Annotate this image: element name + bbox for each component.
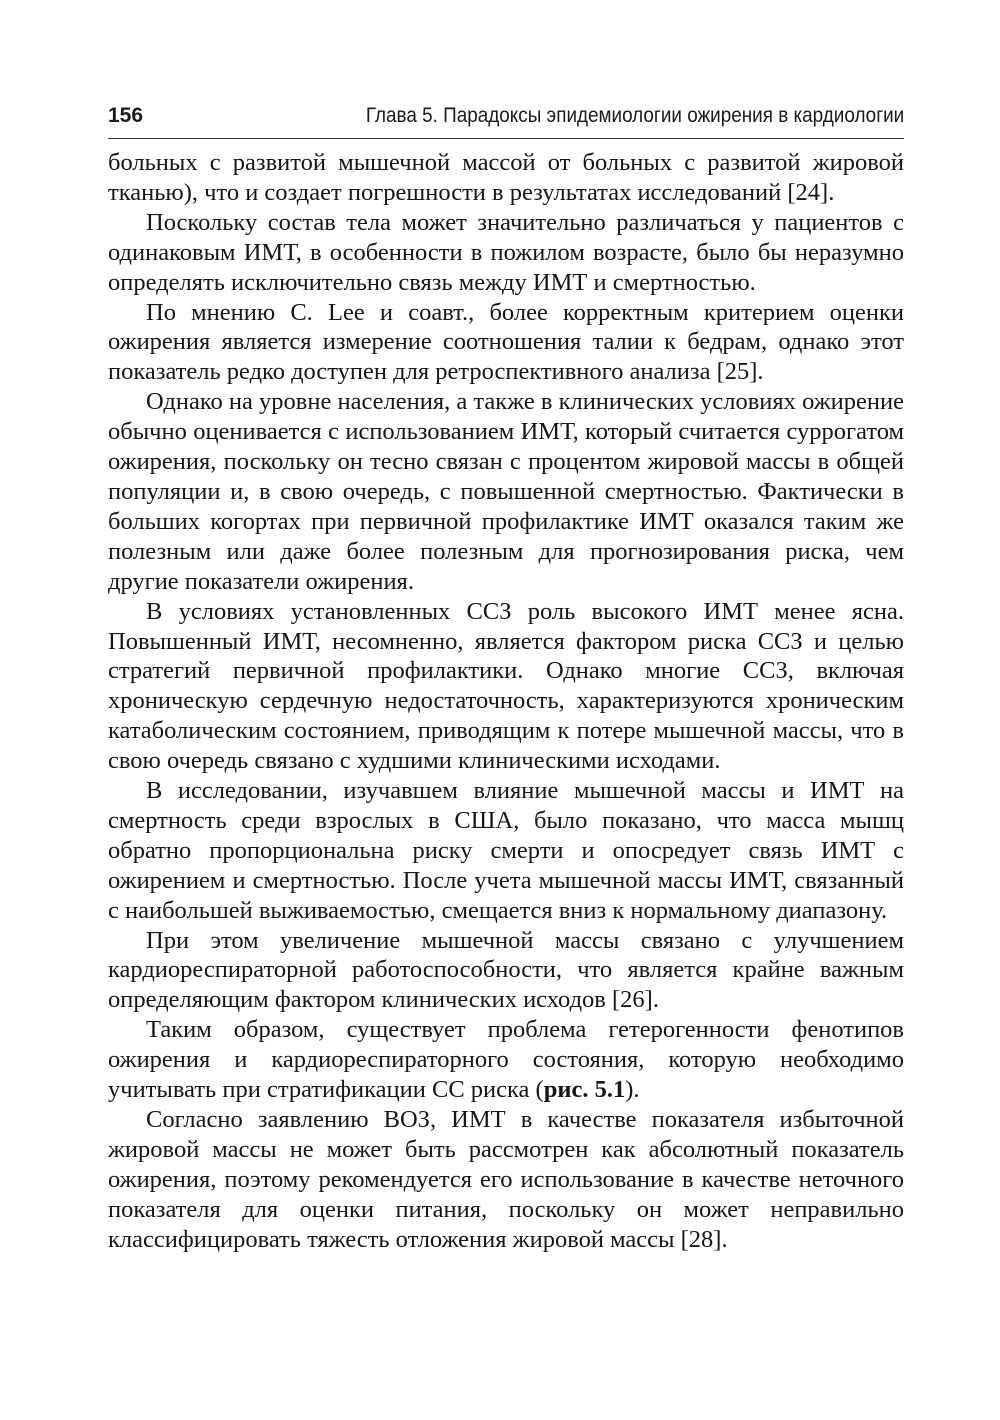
header-divider xyxy=(108,138,904,139)
paragraph-established-cvd: В условиях установленных ССЗ роль высокого ИМТ менее ясна. Повышенный ИМТ, несомненно, является фактором риска ССЗ и целью стратегий первичной профилактики. Однако многие ССЗ, включая хроническую сердечную недостаточность, характеризуются хроническим катаболическим состоянием, приводящим к потере мышечной массы, что в свою очередь связано с худшими клиническими исходами. xyxy=(108,597,904,775)
page-number: 156 xyxy=(108,104,144,127)
paragraph-muscle-mass-study: В исследовании, изучавшем влияние мышечной массы и ИМТ на смертность среди взрослых в США, было показано, что масса мышц обратно пропорциональна риску смерти и опосредует связь ИМТ с ожирением и смертностью. После учета мышечной массы ИМТ, связанный с наибольшей выживаемостью, смещается вниз к нормальному диапазону. xyxy=(108,777,904,924)
paragraph-waist-hip-ratio: По мнению C. Lee и соавт., более корректным критерием оценки ожирения является измерение соотношения талии к бедрам, однако этот показатель редко доступен для ретроспективного анализа [25]. xyxy=(108,298,904,386)
chapter-title: Глава 5. Парадоксы эпидемиологии ожирения в кардиологии xyxy=(365,104,904,127)
paragraph-continuation: больных с развитой мышечной массой от больных с развитой жировой тканью), что и создает погрешности в результатах исследований [24]. xyxy=(108,149,904,206)
paragraph-heterogeneity-text: Таким образом, существует проблема гетерогенности фенотипов ожирения и кардиореспираторного состояния, которую необходимо учитывать при стратификации СС риска ( xyxy=(108,1016,904,1104)
body-text xyxy=(108,148,904,1255)
paragraph-heterogeneity xyxy=(108,1015,904,1105)
paragraph-bmi-surrogate: Однако на уровне населения, а также в клинических условиях ожирение обычно оценивается с использованием ИМТ, который считается суррогатом ожирения, поскольку он тесно связан с процентом жировой массы в общей популяции и, в свою очередь, с повышенной смертностью. Фактически в больших когортах при первичной профилактике ИМТ оказался таким же полезным или даже более полезным для прогнозирования риска, чем другие показатели ожирения. xyxy=(108,388,904,595)
paragraph-who-statement: Согласно заявлению ВОЗ, ИМТ в качестве показателя избыточной жировой массы не может быть рассмотрен как абсолютный показатель ожирения, поэтому рекомендуется его использование в качестве неточного показателя для оценки питания, поскольку он может неправильно классифицировать тяжесть отложения жировой массы [28]. xyxy=(108,1106,904,1253)
paragraph-heterogeneity-end: ). xyxy=(625,1076,640,1104)
running-header xyxy=(108,100,904,132)
paragraph-cardiorespiratory: При этом увеличение мышечной массы связано с улучшением кардиореспираторной работоспособности, что является крайне важным определяющим фактором клинических исходов [26]. xyxy=(108,926,904,1014)
paragraph-body-composition: Поскольку состав тела может значительно различаться у пациентов с одинаковым ИМТ, в особенности в пожилом возрасте, было бы неразумно определять исключительно связь между ИМТ и смертностью. xyxy=(108,208,904,296)
figure-reference-link[interactable]: рис. 5.1 xyxy=(543,1076,626,1104)
